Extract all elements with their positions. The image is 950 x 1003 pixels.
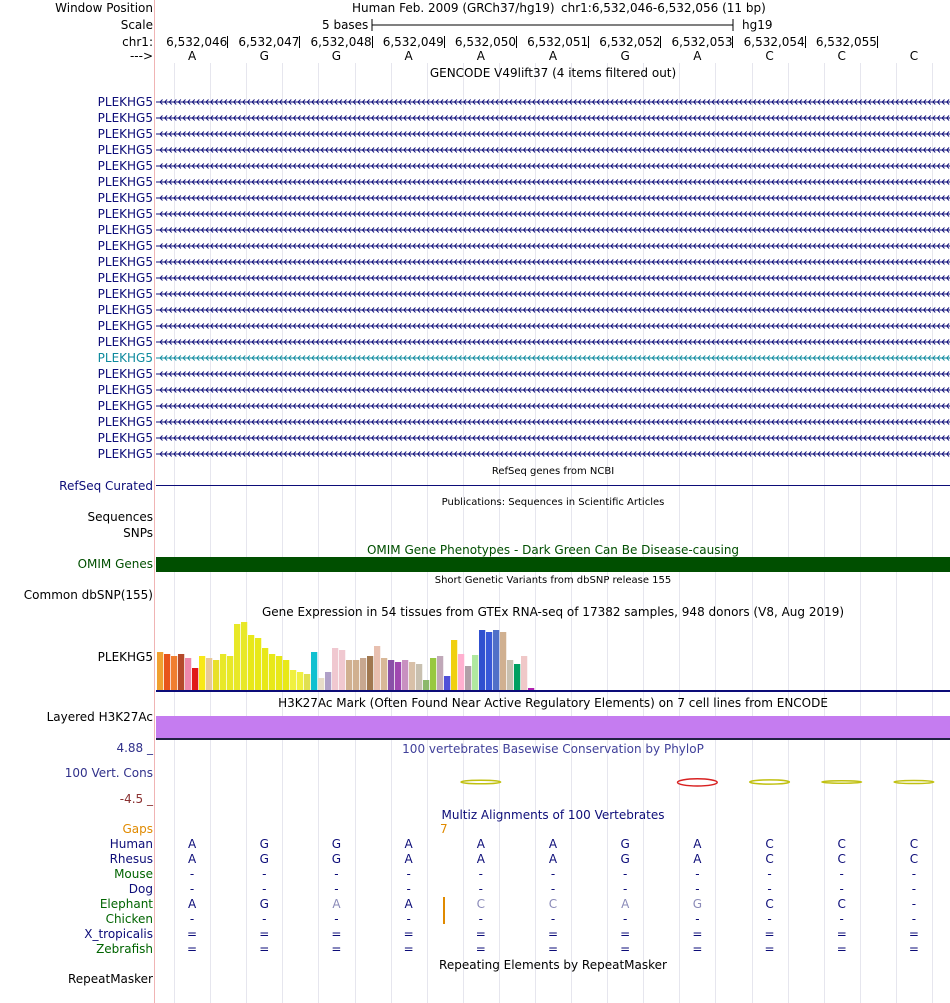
cons-label[interactable]: 100 Vert. Cons xyxy=(64,766,153,780)
aligned-base: - xyxy=(189,912,195,926)
position-tick: 6,532,047 xyxy=(238,35,300,49)
aligned-base: = xyxy=(620,927,631,941)
aligned-base: = xyxy=(836,942,847,956)
gtex-tissue-bar[interactable] xyxy=(227,656,233,690)
gencode-transcript-line[interactable] xyxy=(156,224,950,236)
grid-line xyxy=(932,63,933,1003)
gtex-tissue-bar[interactable] xyxy=(458,654,464,690)
position-tick: 6,532,046 xyxy=(166,35,228,49)
gtex-tissue-bar[interactable] xyxy=(276,656,282,690)
reference-base: G xyxy=(259,49,269,63)
gencode-transcript-label[interactable]: PLEKHG5 xyxy=(97,271,153,285)
gencode-transcript-line[interactable] xyxy=(156,368,950,380)
aligned-base: - xyxy=(767,867,772,881)
gtex-tissue-bar[interactable] xyxy=(388,660,394,690)
gencode-transcript-label[interactable]: PLEKHG5 xyxy=(97,303,153,317)
species-label[interactable]: Chicken xyxy=(105,912,153,926)
aligned-base: A xyxy=(404,852,413,866)
grid-line xyxy=(318,63,319,1003)
gencode-transcript-label[interactable]: PLEKHG5 xyxy=(97,111,153,125)
gencode-transcript-line[interactable] xyxy=(156,352,950,364)
gencode-transcript-label[interactable]: PLEKHG5 xyxy=(97,255,153,269)
aligned-base: - xyxy=(189,882,195,896)
cons-score-mark xyxy=(750,780,790,784)
gencode-transcript-line[interactable] xyxy=(156,432,950,444)
gtex-tissue-bar[interactable] xyxy=(332,648,338,690)
aligned-base: - xyxy=(695,912,700,926)
position-tick: 6,532,051 xyxy=(527,35,589,49)
scale-label: Scale xyxy=(120,18,153,32)
gtex-tissue-bar[interactable] xyxy=(430,658,436,690)
aligned-base: - xyxy=(406,882,411,896)
tick-mark xyxy=(877,36,878,48)
gtex-tissue-bar[interactable] xyxy=(157,652,163,690)
aligned-base: A xyxy=(693,837,702,851)
aligned-base: A xyxy=(548,852,558,866)
aligned-base: - xyxy=(623,882,628,896)
aligned-base: - xyxy=(839,867,844,881)
aligned-base: - xyxy=(262,912,267,926)
gtex-tissue-bar[interactable] xyxy=(311,652,317,690)
gtex-tissue-bar[interactable] xyxy=(290,670,296,690)
gtex-tissue-bar[interactable] xyxy=(528,688,534,690)
aligned-base: G xyxy=(259,897,269,911)
cons-title: 100 vertebrates Basewise Conservation by PhyloP xyxy=(402,742,704,756)
grid-line xyxy=(788,63,789,1003)
repeatmasker-label[interactable]: RepeatMasker xyxy=(67,972,153,986)
species-label[interactable]: Rhesus xyxy=(109,852,153,866)
species-label[interactable]: Human xyxy=(109,837,153,851)
aligned-base: = xyxy=(403,942,414,956)
gencode-transcript-line[interactable] xyxy=(156,384,950,396)
gencode-transcript-label[interactable]: PLEKHG5 xyxy=(97,223,153,237)
aligned-base: - xyxy=(839,912,844,926)
aligned-base: = xyxy=(475,927,486,941)
gtex-tissue-bar[interactable] xyxy=(500,632,506,690)
gtex-tissue-bar[interactable] xyxy=(234,624,240,690)
refseq-gene-line[interactable] xyxy=(156,485,950,486)
aligned-base: = xyxy=(692,927,703,941)
scale-db: hg19 xyxy=(742,18,773,32)
aligned-base: A xyxy=(187,897,197,911)
gtex-tissue-bar[interactable] xyxy=(465,666,471,690)
gtex-tissue-bar[interactable] xyxy=(325,672,331,690)
species-label[interactable]: Mouse xyxy=(114,867,153,881)
aligned-base: - xyxy=(695,882,700,896)
aligned-base: - xyxy=(695,867,700,881)
aligned-base: = xyxy=(620,942,631,956)
gtex-tissue-bar[interactable] xyxy=(360,658,366,690)
gencode-transcript-line[interactable] xyxy=(156,176,950,188)
gtex-tissue-bar[interactable] xyxy=(283,660,289,690)
reference-base: A xyxy=(693,49,702,63)
aligned-base: = xyxy=(187,927,198,941)
position-tick: 6,532,055 xyxy=(815,35,877,49)
aligned-base: = xyxy=(908,927,919,941)
aligned-base: A xyxy=(548,837,558,851)
chrom-label: chr1: xyxy=(122,35,153,49)
reference-base: A xyxy=(548,49,558,63)
omim-gene-bar[interactable] xyxy=(156,557,950,572)
aligned-base: G xyxy=(620,852,630,866)
gtex-tissue-bar[interactable] xyxy=(353,660,359,690)
aligned-base: - xyxy=(406,867,411,881)
gtex-tissue-bar[interactable] xyxy=(192,668,198,690)
tick-mark xyxy=(299,36,300,48)
gencode-transcript-line[interactable] xyxy=(156,288,950,300)
aligned-base: = xyxy=(908,942,919,956)
grid-line xyxy=(174,63,175,1003)
aligned-base: C xyxy=(765,897,774,911)
gencode-transcript-label[interactable]: PLEKHG5 xyxy=(97,207,153,221)
grid-line xyxy=(824,63,825,1003)
position-tick: 6,532,048 xyxy=(310,35,372,49)
grid-line xyxy=(715,63,716,1003)
snps-label[interactable]: SNPs xyxy=(123,526,153,540)
aligned-base: - xyxy=(334,912,339,926)
grid-line xyxy=(571,63,572,1003)
grid-line xyxy=(896,63,897,1003)
tick-mark xyxy=(444,36,445,48)
reference-base: C xyxy=(765,49,774,63)
tick-mark xyxy=(805,36,806,48)
aligned-base: C xyxy=(909,837,919,851)
window-position-label: Window Position xyxy=(55,1,153,15)
aligned-base: G xyxy=(331,837,342,851)
gtex-tissue-bar[interactable] xyxy=(451,640,457,690)
gencode-transcript-line[interactable] xyxy=(156,208,950,220)
gtex-tissue-bar[interactable] xyxy=(514,664,520,690)
gtex-tissue-bar[interactable] xyxy=(402,660,408,690)
position-tick: 6,532,050 xyxy=(454,35,516,49)
gencode-transcript-line[interactable] xyxy=(156,304,950,316)
gtex-tissue-bar[interactable] xyxy=(199,656,205,690)
gtex-tissue-bar[interactable] xyxy=(409,662,415,690)
gencode-transcript-line[interactable] xyxy=(156,320,950,332)
gtex-tissue-bar[interactable] xyxy=(416,664,422,690)
tick-mark xyxy=(732,36,733,48)
aligned-base: = xyxy=(259,942,270,956)
reference-base: C xyxy=(909,49,919,63)
position-tick: 6,532,049 xyxy=(382,35,444,49)
aligned-base: C xyxy=(765,852,774,866)
aligned-base: C xyxy=(548,897,558,911)
aligned-base: - xyxy=(478,867,483,881)
gtex-tissue-bar[interactable] xyxy=(486,632,492,690)
tick-mark xyxy=(372,36,373,48)
repeatmasker-title: Repeating Elements by RepeatMasker xyxy=(439,958,667,972)
h3k27ac-title: H3K27Ac Mark (Often Found Near Active Regulatory Elements) on 7 cell lines from ENCODE xyxy=(278,696,828,710)
sequences-label[interactable]: Sequences xyxy=(87,510,153,524)
aligned-base: G xyxy=(331,852,342,866)
aligned-base: - xyxy=(911,882,917,896)
aligned-base: = xyxy=(187,942,198,956)
label-separator xyxy=(154,0,155,1003)
aligned-base: - xyxy=(478,912,483,926)
aligned-base: C xyxy=(476,897,485,911)
aligned-base: - xyxy=(839,882,844,896)
gencode-transcript-line[interactable] xyxy=(156,400,950,412)
gtex-tissue-bar[interactable] xyxy=(178,654,184,690)
gtex-bar-chart[interactable] xyxy=(156,618,950,693)
dbsnp-title: Short Genetic Variants from dbSNP release 155 xyxy=(434,575,672,586)
cons-max-label: 4.88 _ xyxy=(116,741,153,755)
aligned-base: = xyxy=(764,942,775,956)
position-tick: 6,532,052 xyxy=(599,35,661,49)
grid-line xyxy=(391,63,392,1003)
aligned-base: C xyxy=(837,852,846,866)
aligned-base: - xyxy=(262,882,267,896)
aligned-base: A xyxy=(332,897,341,911)
refseq-title: RefSeq genes from NCBI xyxy=(491,466,615,477)
cons-score-mark xyxy=(678,779,718,786)
aligned-base: A xyxy=(404,837,413,851)
gencode-transcript-line[interactable] xyxy=(156,240,950,252)
tick-mark xyxy=(588,36,589,48)
aligned-base: A xyxy=(187,852,197,866)
scale-bar xyxy=(370,18,740,32)
gtex-tissue-bar[interactable] xyxy=(185,658,191,690)
gtex-tissue-bar[interactable] xyxy=(381,658,387,690)
grid-line xyxy=(282,63,283,1003)
aligned-base: C xyxy=(837,837,846,851)
gtex-tissue-bar[interactable] xyxy=(297,672,303,690)
gencode-transcript-label[interactable]: PLEKHG5 xyxy=(97,367,153,381)
species-label[interactable]: Dog xyxy=(128,882,153,896)
gtex-tissue-bar[interactable] xyxy=(339,650,345,690)
aligned-base: = xyxy=(836,927,847,941)
gencode-transcript-line[interactable] xyxy=(156,96,950,108)
multiz-title: Multiz Alignments of 100 Vertebrates xyxy=(441,808,665,822)
gencode-transcript-label[interactable]: PLEKHG5 xyxy=(97,143,153,157)
aligned-base: - xyxy=(334,882,339,896)
gencode-transcript-label[interactable]: PLEKHG5 xyxy=(97,447,153,461)
cons-score-mark xyxy=(894,781,934,784)
aligned-base: A xyxy=(404,897,413,911)
cons-plot[interactable] xyxy=(156,756,950,806)
gtex-tissue-bar[interactable] xyxy=(521,656,527,690)
gencode-transcript-label[interactable]: PLEKHG5 xyxy=(97,399,153,413)
aligned-base: - xyxy=(911,897,917,911)
gtex-tissue-bar[interactable] xyxy=(423,680,429,690)
scale-text: 5 bases xyxy=(322,18,369,32)
aligned-base: = xyxy=(692,942,703,956)
gtex-tissue-bar[interactable] xyxy=(262,648,268,690)
gencode-transcript-line[interactable] xyxy=(156,256,950,268)
aligned-base: = xyxy=(547,927,559,941)
grid-line xyxy=(679,63,680,1003)
aligned-base: = xyxy=(331,942,342,956)
reference-base: A xyxy=(476,49,485,63)
gtex-tissue-bar[interactable] xyxy=(304,674,310,690)
aligned-base: A xyxy=(187,837,197,851)
gencode-transcript-line[interactable] xyxy=(156,192,950,204)
gencode-transcript-label[interactable]: PLEKHG5 xyxy=(97,431,153,445)
refseq-label[interactable]: RefSeq Curated xyxy=(59,479,153,493)
aligned-base: A xyxy=(476,852,485,866)
gencode-transcript-label[interactable]: PLEKHG5 xyxy=(97,95,153,109)
aligned-base: - xyxy=(478,882,483,896)
reference-base: A xyxy=(404,49,413,63)
gtex-tissue-bar[interactable] xyxy=(213,660,219,690)
tick-mark xyxy=(516,36,517,48)
gtex-tissue-bar[interactable] xyxy=(269,654,275,690)
gtex-tissue-bar[interactable] xyxy=(472,655,478,690)
aligned-base: - xyxy=(767,882,772,896)
gencode-transcript-label[interactable]: PLEKHG5 xyxy=(97,175,153,189)
aligned-base: = xyxy=(331,927,342,941)
gtex-tissue-bar[interactable] xyxy=(255,638,261,690)
grid-line xyxy=(643,63,644,1003)
h3k27ac-baseline xyxy=(156,738,950,740)
gtex-tissue-bar[interactable] xyxy=(220,654,226,690)
gencode-transcript-label[interactable]: PLEKHG5 xyxy=(97,159,153,173)
grid-line xyxy=(355,63,356,1003)
gencode-transcript-label[interactable]: PLEKHG5 xyxy=(97,127,153,141)
gencode-transcript-label[interactable]: PLEKHG5 xyxy=(97,287,153,301)
gencode-title: GENCODE V49lift37 (4 items filtered out) xyxy=(429,66,677,80)
gencode-transcript-line[interactable] xyxy=(156,272,950,284)
position-tick: 6,532,054 xyxy=(743,35,805,49)
aligned-base: = xyxy=(764,927,775,941)
aligned-base: - xyxy=(911,867,917,881)
grid-line xyxy=(210,63,211,1003)
aligned-base: - xyxy=(550,882,556,896)
aligned-base: - xyxy=(550,912,556,926)
gencode-transcript-label[interactable]: PLEKHG5 xyxy=(97,191,153,205)
gencode-transcript-label[interactable]: PLEKHG5 xyxy=(97,351,153,365)
gencode-transcript-line[interactable] xyxy=(156,144,950,156)
gtex-tissue-bar[interactable] xyxy=(479,630,485,690)
grid-line xyxy=(535,63,536,1003)
gtex-tissue-bar[interactable] xyxy=(164,654,170,690)
gtex-tissue-bar[interactable] xyxy=(367,656,373,690)
aligned-base: = xyxy=(259,927,270,941)
gtex-tissue-bar[interactable] xyxy=(171,656,177,690)
grid-line xyxy=(246,63,247,1003)
gtex-tissue-bar[interactable] xyxy=(248,635,254,690)
dbsnp-label[interactable]: Common dbSNP(155) xyxy=(23,588,153,602)
gtex-title: Gene Expression in 54 tissues from GTEx RNA-seq of 17382 samples, 948 donors (V8, Aug 2019) xyxy=(261,605,845,619)
h3k27ac-label[interactable]: Layered H3K27Ac xyxy=(46,710,153,724)
position-tick: 6,532,053 xyxy=(671,35,733,49)
cons-score-mark xyxy=(461,780,501,784)
gencode-transcript-line[interactable] xyxy=(156,448,950,460)
cons-score-mark xyxy=(822,781,862,783)
aligned-base: - xyxy=(623,867,628,881)
gencode-transcript-label[interactable]: PLEKHG5 xyxy=(97,383,153,397)
gencode-transcript-label[interactable]: PLEKHG5 xyxy=(97,319,153,333)
aligned-base: G xyxy=(692,897,703,911)
position-readout: chr1:6,532,046-6,532,056 (11 bp) xyxy=(561,1,766,15)
grid-line xyxy=(427,63,428,1003)
grid-line xyxy=(463,63,464,1003)
aligned-base: = xyxy=(547,942,559,956)
strand-label: ---> xyxy=(129,49,153,63)
aligned-base: - xyxy=(623,912,628,926)
gtex-tissue-bar[interactable] xyxy=(444,676,450,690)
aligned-base: - xyxy=(334,867,339,881)
grid-line xyxy=(860,63,861,1003)
aligned-base: - xyxy=(189,867,195,881)
publications-title: Publications: Sequences in Scientific Articles xyxy=(441,497,665,508)
species-label[interactable]: X_tropicalis xyxy=(84,927,153,941)
gencode-transcript-line[interactable] xyxy=(156,336,950,348)
gtex-label[interactable]: PLEKHG5 xyxy=(97,650,153,664)
aligned-base: = xyxy=(475,942,486,956)
omim-label[interactable]: OMIM Genes xyxy=(77,557,153,571)
aligned-base: - xyxy=(767,912,772,926)
insertion-marker xyxy=(443,897,445,924)
aligned-base: G xyxy=(259,837,269,851)
aligned-base: A xyxy=(621,897,630,911)
gaps-label[interactable]: Gaps xyxy=(122,822,153,836)
grid-line xyxy=(752,63,753,1003)
species-label[interactable]: Zebrafish xyxy=(96,942,153,956)
gap-count: 7 xyxy=(440,822,448,836)
h3k27ac-signal[interactable] xyxy=(156,716,950,738)
grid-line xyxy=(607,63,608,1003)
tick-mark xyxy=(660,36,661,48)
aligned-base: G xyxy=(620,837,630,851)
cons-min-label: -4.5 _ xyxy=(119,792,153,806)
aligned-base: - xyxy=(911,912,917,926)
gtex-tissue-bar[interactable] xyxy=(437,656,443,690)
tick-mark xyxy=(227,36,228,48)
aligned-base: - xyxy=(550,867,556,881)
aligned-base: - xyxy=(406,912,411,926)
aligned-base: - xyxy=(262,867,267,881)
gencode-transcript-label[interactable]: PLEKHG5 xyxy=(97,239,153,253)
gencode-transcript-label[interactable]: PLEKHG5 xyxy=(97,415,153,429)
gtex-tissue-bar[interactable] xyxy=(206,658,212,690)
aligned-base: C xyxy=(909,852,919,866)
grid-line xyxy=(499,63,500,1003)
gtex-tissue-bar[interactable] xyxy=(395,662,401,690)
gtex-tissue-bar[interactable] xyxy=(241,622,247,690)
species-label[interactable]: Elephant xyxy=(99,897,153,911)
gencode-transcript-line[interactable] xyxy=(156,128,950,140)
gtex-tissue-bar[interactable] xyxy=(374,646,380,690)
omim-title: OMIM Gene Phenotypes - Dark Green Can Be Disease-causing xyxy=(366,543,740,557)
reference-base: C xyxy=(837,49,846,63)
reference-base: G xyxy=(331,49,342,63)
aligned-base: = xyxy=(403,927,414,941)
aligned-base: C xyxy=(837,897,846,911)
gtex-tissue-bar[interactable] xyxy=(318,678,324,690)
assembly-title: Human Feb. 2009 (GRCh37/hg19) xyxy=(352,1,555,15)
aligned-base: G xyxy=(259,852,269,866)
gencode-transcript-line[interactable] xyxy=(156,160,950,172)
gencode-transcript-line[interactable] xyxy=(156,416,950,428)
aligned-base: C xyxy=(765,837,774,851)
gtex-tissue-bar[interactable] xyxy=(346,660,352,690)
gencode-transcript-line[interactable] xyxy=(156,112,950,124)
gencode-transcript-label[interactable]: PLEKHG5 xyxy=(97,335,153,349)
reference-base: A xyxy=(187,49,197,63)
aligned-base: A xyxy=(476,837,485,851)
aligned-base: A xyxy=(693,852,702,866)
gtex-tissue-bar[interactable] xyxy=(493,630,499,690)
reference-base: G xyxy=(620,49,630,63)
gtex-tissue-bar[interactable] xyxy=(507,660,513,690)
